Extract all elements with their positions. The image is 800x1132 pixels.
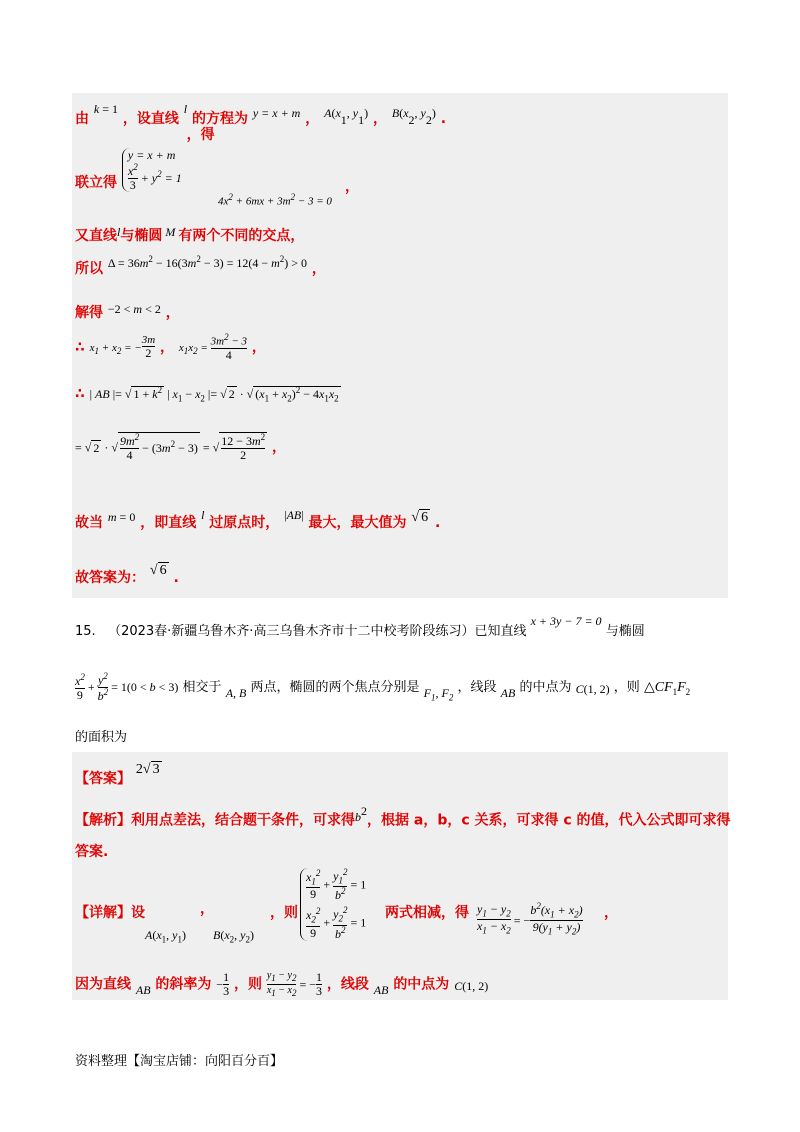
- sol-line-5: 解得 −2 < m < 2 ，: [75, 302, 180, 321]
- equation-system: y = x + m $\frac{x^2}{3}$ + $y^2 = 1$: [122, 148, 182, 192]
- sol-line-9: 故当 m = 0 ，即直线 l 过原点时， |AB| 最大，最大值为 √ 6 .: [75, 508, 441, 531]
- answer-block-shade: [72, 752, 728, 1000]
- sol-line-6: ∴ $x_1 + x_2$ = − $\frac{3m}{2}$ ， $x_1x_2$ = $\frac{3m^2 - 3}{4}$ ，: [75, 332, 266, 362]
- sol-line-4: 所以 $\Delta = 36m^2 - 16(3m^2 - 3) = 12(4 - m^2) > 0$ ，: [75, 254, 326, 277]
- problem-15-line-3: 的面积为: [75, 730, 128, 745]
- detail-system: $\frac{x_1^2}{9}$ + $\frac{y_1^2}{b^2}$ = 1 $\frac{x_2^2}{9}$ + $\frac{y_2^2}{b^2}$ = 1: [300, 868, 366, 941]
- detail-line-2: 因为直线 AB 的斜率为 − $\frac{1}{3}$ ，则 $\frac{y_1 - y_2}{x_1 - x_2}$ = − $\frac{1}{3}$ ，线段 AB 的中点为 C(1, 2): [75, 969, 489, 998]
- problem-15-line-1: 15. （2023春·新疆乌鲁木齐·高三乌鲁木齐市十二中校考阶段练习）已知直线 x + 3y − 7 = 0 与椭圆: [75, 614, 645, 639]
- point-A: $A(x_1$, $y_1$): [145, 928, 186, 945]
- answer-line: 【答案】 2√ 3: [75, 762, 160, 787]
- analysis-line-2: 答案.: [75, 844, 109, 860]
- detail-difference-eq: $\frac{y_1 - y_2}{x_1 - x_2}$ = − $\frac{b^2(x_1 + x_2)}{9(y_1 + y_2)}$: [477, 901, 583, 937]
- sol-line-8: = √ 2 · √ $\frac{9m^2}{4}$ − $(3m^2 - 3)$ = √ $\frac{12 - 3m^2}{2}$ ，: [75, 432, 287, 463]
- detail-comma-2: ，: [604, 905, 618, 921]
- footer-source: 资料整理【淘宝店铺：向阳百分百】: [75, 1054, 284, 1069]
- sol-line-10: 故答案为： √ 6 .: [75, 563, 179, 586]
- detail-then: ，则: [270, 905, 298, 921]
- sol-line-3: 又直线l与椭圆 M 有两个不同的交点，: [75, 225, 305, 244]
- comma: ，: [345, 179, 359, 195]
- problem-15-line-2: $\frac{x^2}{9}$ + $\frac{y^2}{b^2}$ = 1(0 < b < 3) 相交于 A, B 两点，椭圆的两个焦点分别是 $F_1$, $F_2$ ，线段 AB 的中点为 C(1, 2) ，则 $\triangle CF_1F_2$: [75, 671, 691, 704]
- point-B: $B(x_2$, $y_2$): [213, 928, 254, 945]
- detail-line-1: 【详解】设: [75, 905, 145, 921]
- analysis-line-1: 【解析】利用点差法，结合题干条件，可求得$b^2$，根据 a，b，c 关系，可求得 c 的值，代入公式即可求得: [75, 804, 731, 829]
- detail-comma-1: ，: [200, 901, 214, 917]
- sol-line-1: 由 k = 1 ，设直线 l 的方程为 y = x + m ， $A(x_1$, $y_1$) ， $B(x_2$, $y_2$) .: [75, 102, 447, 127]
- sol-line-2: 联立得 y = x + m $\frac{x^2}{3}$ + $y^2 = 1$ ，得: [75, 127, 215, 193]
- quadratic-equation: $4x^2 + 6mx + 3m^2 - 3 = 0$: [218, 192, 332, 208]
- detail-subtract: 两式相减，得: [385, 905, 469, 921]
- sol-line-7: ∴ | AB |= √ $1 + k^2$ | $x_1 - x_2$ |= √ 2 · √ $(x_1 + x_2)^2 - 4x_1x_2$: [75, 385, 339, 404]
